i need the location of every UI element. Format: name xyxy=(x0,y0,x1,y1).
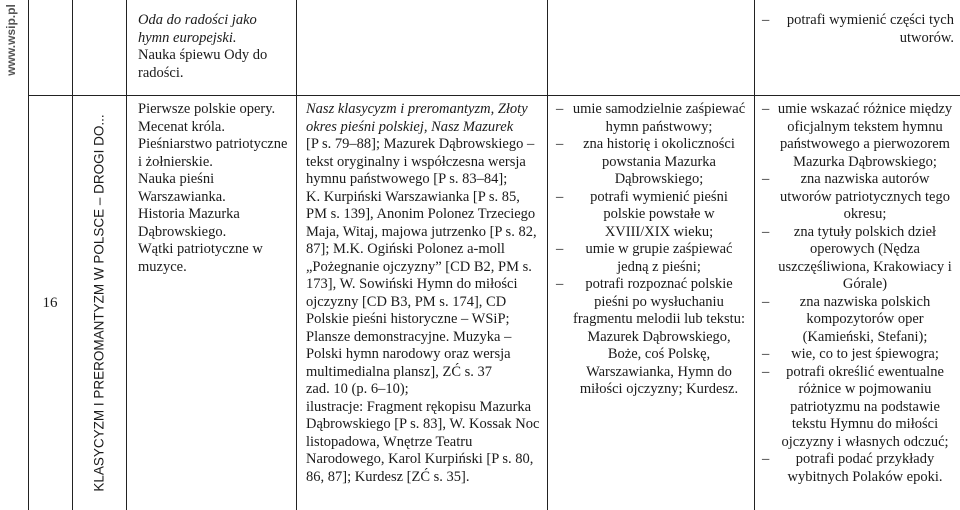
topic-item: Pieśniarstwo patriotyczne i żołnierskie. xyxy=(138,136,288,170)
row-number: 16 xyxy=(42,294,58,311)
top-topic-2: Nauka śpiewu Ody do radości. xyxy=(138,47,268,81)
knowledge-item: – zna tytuły polskich dzieł operowych (Nędza uszczęśliwiona, Krakowiacy i Górale) xyxy=(762,224,954,294)
knowledge-item: – potrafi określić ewentualne różnice w pojmowaniu patriotyzmu na podstawie tekstu Hymnu do miłości ojczyzny i własnych odczuć; xyxy=(762,364,954,452)
topics-cell xyxy=(138,101,288,276)
knowledge-item: – zna nazwiska autorów utworów patriotycznych tego okresu; xyxy=(762,171,954,224)
table-border-section xyxy=(126,0,127,510)
materials-item: Nasz klasycyzm i preromantyzm, Złoty okres pieśni polskiej, Nasz Mazurek xyxy=(306,101,528,135)
skill-item: – potrafi rozpoznać polskie pieśni po wysłuchaniu fragmentu melodii lub tekstu: Mazurek Dąbrowskiego, Boże, coś Polskę, Warszawianka, Hymn do miłości ojczyzny; Kurdesz. xyxy=(556,276,748,399)
skill-item: – potrafi wymienić pieśni polskie powstałe w XVIII/XIX wieku; xyxy=(556,189,748,242)
materials-item: ilustracje: Fragment rękopisu Mazurka Dąbrowskiego [P s. 83], W. Kossak Noc listopadowa, Wnętrze Teatru Narodowego, Karol Kurpiński [P s. 80, 86, 87]; Kurdesz [ZĆ s. 35]. xyxy=(306,398,540,485)
section-title: KLASYCYZM I PREROMANTYZM W POLSCE – DROGI DO... xyxy=(91,114,107,492)
publisher-watermark xyxy=(0,0,22,80)
knowledge-item: – potrafi podać przykłady wybitnych Polaków epoki. xyxy=(762,451,954,486)
materials-item: K. Kurpiński Warszawianka [P s. 85, PM s. 139], Anonim Polonez Trzeciego Maja, Witaj, majowa jutrzenko [P s. 82, 87]; M.K. Ogiński Polonez a-moll „Pożegnanie ojczyzny” [CD B2, PM s. 173], W. Sowiński Hymn do miłości ojczyzny [CD B3, PM s. 174], CD Polskie pieśni historyczne – WSiP; Plansze demonstracyjne. Muzyka – Polski hymn narodowy oraz wersja multimedialna plansz], ZĆ s. 37 xyxy=(306,188,537,380)
materials-item: [P s. 79–88]; Mazurek Dąbrowskiego – tekst oryginalny i współczesna wersja hymnu państwowego [P s. 83–84]; xyxy=(306,136,535,187)
knowledge-item: – umie wskazać różnice między oficjalnym tekstem hymnu państwowego a pierwozorem Mazurka Dąbrowskiego; xyxy=(762,101,954,171)
table-border-skills xyxy=(754,0,755,510)
skill-item: – zna historię i okoliczności powstania Mazurka Dąbrowskiego; xyxy=(556,136,748,189)
skills-cell xyxy=(556,101,748,399)
knowledge-item: – zna nazwiska polskich kompozytorów oper (Kamieński, Stefani); xyxy=(762,294,954,347)
top-know-item: – potrafi wymienić części tych utworów. xyxy=(762,12,954,47)
topic-item: Historia Mazurka Dąbrowskiego. xyxy=(138,206,240,240)
skill-item: – umie samodzielnie zaśpiewać hymn państwowy; xyxy=(556,101,748,136)
top-topics-cell xyxy=(138,12,288,82)
topic-item: Mecenat króla. xyxy=(138,118,225,135)
top-knows-cell xyxy=(762,12,954,47)
materials-cell xyxy=(306,101,540,486)
top-topic-1: Oda do radości jako hymn europejski. xyxy=(138,12,257,46)
knowledge-cell xyxy=(762,101,954,486)
topic-item: Nauka pieśni Warszawianka. xyxy=(138,171,226,205)
table-border-materials xyxy=(547,0,548,510)
materials-item: zad. 10 (p. 6–10); xyxy=(306,381,409,397)
skill-item: – umie w grupie zaśpiewać jedną z pieśni; xyxy=(556,241,748,276)
topic-item: Pierwsze polskie opery. xyxy=(138,101,276,117)
section-title-cell xyxy=(72,96,126,510)
watermark-text: www.wsip.pl xyxy=(4,4,18,76)
topic-item: Wątki patriotyczne w muzyce. xyxy=(138,241,263,275)
row-separator xyxy=(28,95,960,96)
knowledge-item: – wie, co to jest śpiewogra; xyxy=(762,346,954,364)
table-border-topics xyxy=(296,0,297,510)
